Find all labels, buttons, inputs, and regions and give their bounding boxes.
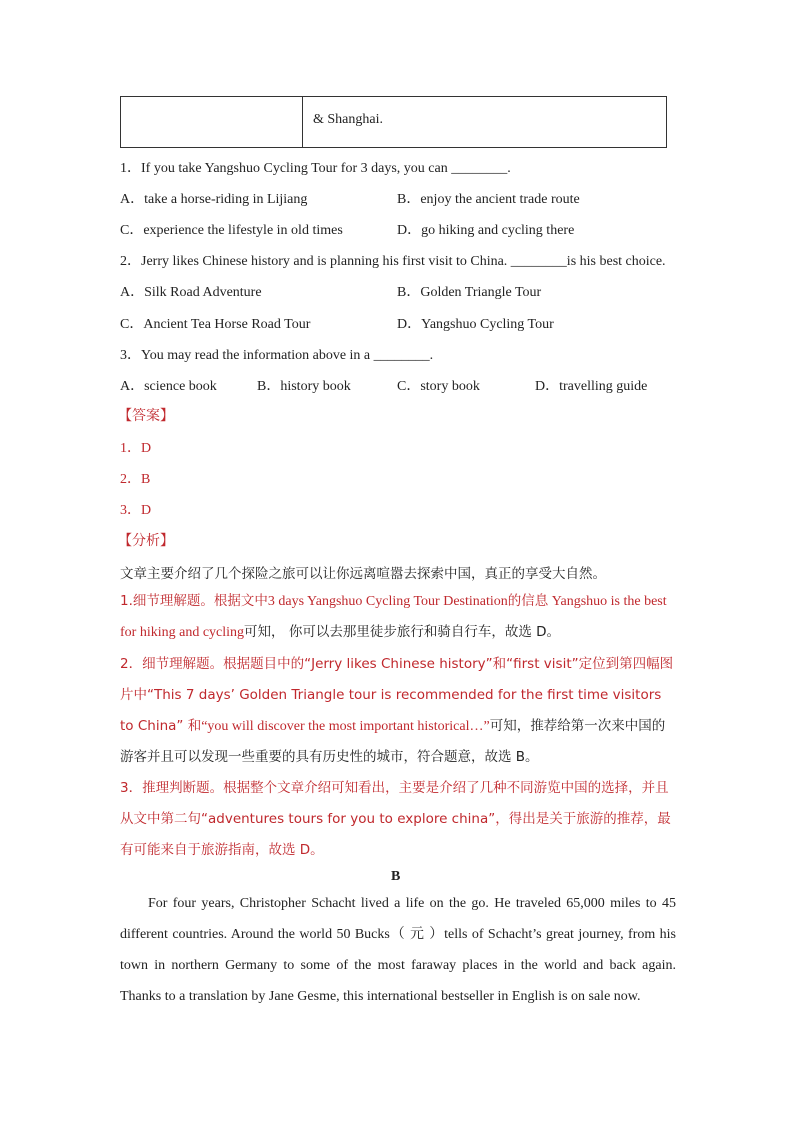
question-1-option-d: D．go hiking and cycling there (397, 223, 575, 238)
analysis-3-text: 3．推理判断题。根据整个文章介绍可知看出，主要是介绍了几种不同游览中国的选择，并且从文中第二句“adventures tours for you to explore china”，得出是关于旅游的推荐，最有可能来自于旅游指南，故选 D。 (120, 780, 671, 858)
analysis-1-part-c: 的信息 (507, 593, 549, 609)
question-3-option-b: B．history book (257, 379, 351, 394)
analysis-1-part-e: 可知， 你可以去那里徒步旅行和骑自行车，故选 D。 (244, 624, 561, 640)
table-fragment (120, 96, 667, 148)
analysis-item-1 (120, 586, 676, 648)
question-3-option-d: D．travelling guide (535, 379, 648, 394)
answer-2: 2．B (120, 472, 151, 487)
answer-heading: 【答案】 (118, 408, 174, 424)
section-b-paragraph: For four years, Christopher Schacht lived a life on the go. He traveled 65,000 miles to 45 different countries. Around the world 50 Bucks（ 元 ）tells of Schacht’s great journey, from his town in northern Germany to some of the most faraway places in the world and back again. Thanks to a translation by Jane Gesme, this international bestseller in English is on sale now. (120, 896, 676, 1004)
answer-3: 3．D (120, 503, 152, 518)
question-1-option-b: B．enjoy the ancient trade route (397, 192, 580, 207)
question-2-option-b: B．Golden Triangle Tour (397, 285, 542, 300)
analysis-2-part-b: “you will discover the most important historical…” (201, 719, 490, 734)
analysis-1-part-a: 1.细节理解题。根据文中 (120, 593, 268, 609)
question-2-option-d: D．Yangshuo Cycling Tour (397, 317, 554, 332)
analysis-intro: 文章主要介绍了几个探险之旅可以让你远离喧嚣去探索中国，真正的享受大自然。 (120, 566, 606, 582)
analysis-item-2 (120, 649, 676, 773)
analysis-2-part-c: 可知，推荐给第一次来中国的游客并且可以发现一些重要的具有历史性的城市，符合题意，故选 B。 (120, 718, 666, 765)
analysis-heading: 【分析】 (118, 533, 174, 549)
section-b-heading: B (391, 869, 401, 884)
question-2-option-a: A．Silk Road Adventure (120, 285, 262, 300)
answer-1: 1．D (120, 441, 152, 456)
question-3-option-a: A．science book (120, 379, 217, 394)
question-2-option-c: C．Ancient Tea Horse Road Tour (120, 317, 311, 332)
analysis-1-part-d: Yangshuo is the best for hiking and cycling (120, 594, 667, 640)
analysis-2-part-a: 2．细节理解题。根据题目中的“Jerry likes Chinese history”和“first visit”定位到第四幅图片中“This 7 days’ Golden Triangle tour is recommended for the first time visitors to China” 和 (120, 656, 674, 734)
table-divider (302, 97, 303, 147)
question-2-stem: 2．Jerry likes Chinese history and is planning his first visit to China. ________is his best choice. (120, 254, 666, 269)
question-3-option-c: C．story book (397, 379, 480, 394)
table-cell-text: & Shanghai. (313, 112, 383, 127)
question-1-option-c: C．experience the lifestyle in old times (120, 223, 343, 238)
question-1-option-a: A．take a horse-riding in Lijiang (120, 192, 308, 207)
question-1-stem: 1．If you take Yangshuo Cycling Tour for 3 days, you can ________. (120, 161, 511, 176)
analysis-1-part-b: 3 days Yangshuo Cycling Tour Destination (267, 594, 508, 609)
analysis-item-3 (120, 773, 676, 866)
question-3-stem: 3．You may read the information above in a ________. (120, 348, 434, 363)
